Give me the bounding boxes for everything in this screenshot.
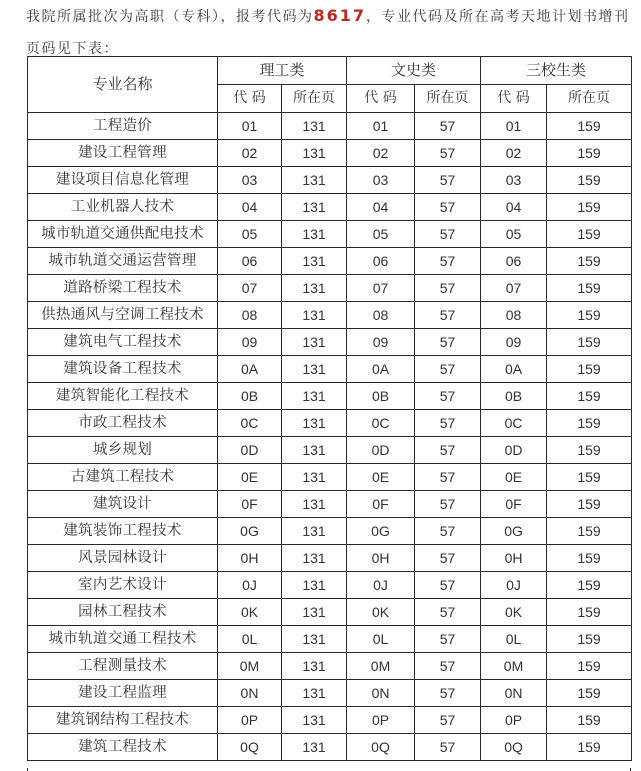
sanxiao-page-cell: 159 (547, 734, 632, 761)
science-page-cell: 131 (282, 329, 347, 356)
sanxiao-page-cell: 159 (547, 356, 632, 383)
science-code-cell: 0G (218, 518, 282, 545)
sanxiao-code-cell: 08 (481, 302, 547, 329)
arts-code-cell: 0D (347, 437, 415, 464)
sanxiao-page-cell: 159 (547, 545, 632, 572)
arts-page-cell: 57 (415, 545, 481, 572)
arts-page-cell: 57 (415, 302, 481, 329)
table-row (28, 626, 632, 653)
arts-code-cell: 0G (347, 518, 415, 545)
header-major-name: 专业名称 (28, 57, 218, 113)
science-code-cell: 0N (218, 680, 282, 707)
sanxiao-page-cell: 159 (547, 572, 632, 599)
sanxiao-page-cell: 159 (547, 653, 632, 680)
major-name-cell: 建筑智能化工程技术 (28, 383, 218, 410)
science-page-cell: 131 (282, 599, 347, 626)
sanxiao-page-cell: 159 (547, 599, 632, 626)
sanxiao-code-cell: 01 (481, 113, 547, 140)
table-header-row-groups (28, 57, 632, 85)
science-code-cell: 05 (218, 221, 282, 248)
header-science-page: 所在页 (282, 85, 347, 113)
arts-code-cell: 0H (347, 545, 415, 572)
arts-page-cell: 57 (415, 653, 481, 680)
arts-code-cell: 0B (347, 383, 415, 410)
sanxiao-code-cell: 0D (481, 437, 547, 464)
sanxiao-code-cell: 0Q (481, 734, 547, 761)
arts-page-cell: 57 (415, 464, 481, 491)
arts-page-cell: 57 (415, 626, 481, 653)
science-page-cell: 131 (282, 464, 347, 491)
intro-text-before-code: 我院所属批次为高职（专科），报考代码为 (26, 9, 314, 25)
table-row (28, 599, 632, 626)
major-name-cell: 建筑工程技术 (28, 734, 218, 761)
table-row (28, 167, 632, 194)
sanxiao-code-cell: 0P (481, 707, 547, 734)
science-page-cell: 131 (282, 140, 347, 167)
arts-code-cell: 09 (347, 329, 415, 356)
science-code-cell: 0F (218, 491, 282, 518)
major-name-cell: 城市轨道交通工程技术 (28, 626, 218, 653)
arts-page-cell: 57 (415, 410, 481, 437)
major-name-cell: 建筑电气工程技术 (28, 329, 218, 356)
table-row (28, 140, 632, 167)
header-group-arts: 文史类 (347, 57, 481, 85)
arts-code-cell: 01 (347, 113, 415, 140)
science-code-cell: 07 (218, 275, 282, 302)
arts-code-cell: 0E (347, 464, 415, 491)
major-name-cell: 建筑钢结构工程技术 (28, 707, 218, 734)
major-name-cell: 建筑设计 (28, 491, 218, 518)
sanxiao-page-cell: 159 (547, 437, 632, 464)
sanxiao-page-cell: 159 (547, 194, 632, 221)
major-name-cell: 室内艺术设计 (28, 572, 218, 599)
sanxiao-page-cell: 159 (547, 680, 632, 707)
major-name-cell: 工程造价 (28, 113, 218, 140)
sanxiao-code-cell: 02 (481, 140, 547, 167)
major-name-cell: 风景园林设计 (28, 545, 218, 572)
arts-page-cell: 57 (415, 113, 481, 140)
major-code-table (27, 56, 632, 761)
sanxiao-code-cell: 0B (481, 383, 547, 410)
arts-code-cell: 08 (347, 302, 415, 329)
science-code-cell: 0C (218, 410, 282, 437)
header-science-code: 代 码 (218, 85, 282, 113)
sanxiao-page-cell: 159 (547, 491, 632, 518)
sanxiao-code-cell: 0E (481, 464, 547, 491)
science-page-cell: 131 (282, 518, 347, 545)
arts-code-cell: 06 (347, 248, 415, 275)
sanxiao-page-cell: 159 (547, 518, 632, 545)
sanxiao-code-cell: 04 (481, 194, 547, 221)
table-row (28, 275, 632, 302)
sanxiao-code-cell: 0J (481, 572, 547, 599)
arts-code-cell: 0C (347, 410, 415, 437)
science-page-cell: 131 (282, 356, 347, 383)
arts-page-cell: 57 (415, 140, 481, 167)
science-page-cell: 131 (282, 734, 347, 761)
arts-code-cell: 04 (347, 194, 415, 221)
table-row (28, 707, 632, 734)
science-page-cell: 131 (282, 707, 347, 734)
school-code: 8617 (313, 6, 367, 25)
arts-code-cell: 0L (347, 626, 415, 653)
arts-code-cell: 0P (347, 707, 415, 734)
science-code-cell: 01 (218, 113, 282, 140)
sanxiao-page-cell: 159 (547, 464, 632, 491)
table-body (28, 113, 632, 761)
major-name-cell: 建设工程管理 (28, 140, 218, 167)
table-row (28, 734, 632, 761)
table-row (28, 194, 632, 221)
major-name-cell: 市政工程技术 (28, 410, 218, 437)
header-arts-page: 所在页 (415, 85, 481, 113)
major-name-cell: 工业机器人技术 (28, 194, 218, 221)
sanxiao-page-cell: 159 (547, 707, 632, 734)
sanxiao-page-cell: 159 (547, 383, 632, 410)
sanxiao-page-cell: 159 (547, 113, 632, 140)
sanxiao-page-cell: 159 (547, 248, 632, 275)
arts-page-cell: 57 (415, 437, 481, 464)
science-page-cell: 131 (282, 545, 347, 572)
arts-page-cell: 57 (415, 356, 481, 383)
sanxiao-page-cell: 159 (547, 140, 632, 167)
science-code-cell: 02 (218, 140, 282, 167)
science-code-cell: 08 (218, 302, 282, 329)
arts-page-cell: 57 (415, 221, 481, 248)
major-name-cell: 建设项目信息化管理 (28, 167, 218, 194)
science-page-cell: 131 (282, 437, 347, 464)
arts-page-cell: 57 (415, 734, 481, 761)
major-name-cell: 古建筑工程技术 (28, 464, 218, 491)
science-code-cell: 0Q (218, 734, 282, 761)
science-code-cell: 0M (218, 653, 282, 680)
arts-page-cell: 57 (415, 329, 481, 356)
arts-code-cell: 0J (347, 572, 415, 599)
sanxiao-page-cell: 159 (547, 275, 632, 302)
arts-page-cell: 57 (415, 491, 481, 518)
science-page-cell: 131 (282, 626, 347, 653)
sanxiao-code-cell: 07 (481, 275, 547, 302)
arts-page-cell: 57 (415, 248, 481, 275)
sanxiao-code-cell: 05 (481, 221, 547, 248)
table-row (28, 545, 632, 572)
sanxiao-code-cell: 0M (481, 653, 547, 680)
table-row (28, 356, 632, 383)
science-page-cell: 131 (282, 680, 347, 707)
table-row (28, 518, 632, 545)
arts-code-cell: 02 (347, 140, 415, 167)
arts-page-cell: 57 (415, 572, 481, 599)
sanxiao-code-cell: 06 (481, 248, 547, 275)
arts-code-cell: 0M (347, 653, 415, 680)
arts-code-cell: 0K (347, 599, 415, 626)
arts-code-cell: 0Q (347, 734, 415, 761)
science-page-cell: 131 (282, 410, 347, 437)
sanxiao-code-cell: 0N (481, 680, 547, 707)
arts-code-cell: 0N (347, 680, 415, 707)
science-code-cell: 06 (218, 248, 282, 275)
major-name-cell: 园林工程技术 (28, 599, 218, 626)
science-page-cell: 131 (282, 383, 347, 410)
sanxiao-page-cell: 159 (547, 302, 632, 329)
intro-text-after-code: ，专业代码及所在高考天地计划书增刊页码见下表： (26, 9, 630, 57)
science-code-cell: 0K (218, 599, 282, 626)
table-row (28, 437, 632, 464)
table-row (28, 248, 632, 275)
header-sanxiao-page: 所在页 (547, 85, 632, 113)
sanxiao-code-cell: 0A (481, 356, 547, 383)
sanxiao-page-cell: 159 (547, 221, 632, 248)
science-code-cell: 09 (218, 329, 282, 356)
arts-code-cell: 0A (347, 356, 415, 383)
sanxiao-code-cell: 0L (481, 626, 547, 653)
science-page-cell: 131 (282, 275, 347, 302)
science-code-cell: 0H (218, 545, 282, 572)
major-name-cell: 建筑设备工程技术 (28, 356, 218, 383)
arts-page-cell: 57 (415, 194, 481, 221)
science-page-cell: 131 (282, 167, 347, 194)
table-row (28, 572, 632, 599)
arts-code-cell: 0F (347, 491, 415, 518)
science-page-cell: 131 (282, 491, 347, 518)
sanxiao-page-cell: 159 (547, 329, 632, 356)
arts-page-cell: 57 (415, 680, 481, 707)
science-code-cell: 0P (218, 707, 282, 734)
science-page-cell: 131 (282, 248, 347, 275)
sanxiao-page-cell: 159 (547, 410, 632, 437)
sanxiao-page-cell: 159 (547, 167, 632, 194)
header-sanxiao-code: 代 码 (481, 85, 547, 113)
sanxiao-page-cell: 159 (547, 626, 632, 653)
arts-page-cell: 57 (415, 707, 481, 734)
table-row (28, 680, 632, 707)
arts-page-cell: 57 (415, 518, 481, 545)
sanxiao-code-cell: 0F (481, 491, 547, 518)
table-row (28, 221, 632, 248)
arts-page-cell: 57 (415, 275, 481, 302)
science-code-cell: 0A (218, 356, 282, 383)
sanxiao-code-cell: 03 (481, 167, 547, 194)
science-page-cell: 131 (282, 302, 347, 329)
arts-page-cell: 57 (415, 167, 481, 194)
science-page-cell: 131 (282, 113, 347, 140)
science-code-cell: 0B (218, 383, 282, 410)
table-row (28, 329, 632, 356)
arts-code-cell: 03 (347, 167, 415, 194)
science-page-cell: 131 (282, 653, 347, 680)
header-group-sanxiao: 三校生类 (481, 57, 632, 85)
arts-page-cell: 57 (415, 599, 481, 626)
sanxiao-code-cell: 0K (481, 599, 547, 626)
table-row (28, 113, 632, 140)
science-code-cell: 0L (218, 626, 282, 653)
arts-code-cell: 05 (347, 221, 415, 248)
major-name-cell: 城市轨道交通供配电技术 (28, 221, 218, 248)
science-code-cell: 0D (218, 437, 282, 464)
science-code-cell: 04 (218, 194, 282, 221)
science-code-cell: 0E (218, 464, 282, 491)
major-name-cell: 道路桥梁工程技术 (28, 275, 218, 302)
header-group-science: 理工类 (218, 57, 347, 85)
table-row (28, 302, 632, 329)
science-code-cell: 03 (218, 167, 282, 194)
sanxiao-code-cell: 09 (481, 329, 547, 356)
table-row (28, 491, 632, 518)
sanxiao-code-cell: 0C (481, 410, 547, 437)
science-code-cell: 0J (218, 572, 282, 599)
table-row (28, 653, 632, 680)
header-arts-code: 代 码 (347, 85, 415, 113)
science-page-cell: 131 (282, 221, 347, 248)
sanxiao-code-cell: 0G (481, 518, 547, 545)
table-row (28, 383, 632, 410)
major-name-cell: 建设工程监理 (28, 680, 218, 707)
table-row (28, 464, 632, 491)
major-name-cell: 城乡规划 (28, 437, 218, 464)
science-page-cell: 131 (282, 194, 347, 221)
table-row (28, 410, 632, 437)
major-name-cell: 建筑装饰工程技术 (28, 518, 218, 545)
arts-code-cell: 07 (347, 275, 415, 302)
arts-page-cell: 57 (415, 383, 481, 410)
sanxiao-code-cell: 0H (481, 545, 547, 572)
major-name-cell: 工程测量技术 (28, 653, 218, 680)
science-page-cell: 131 (282, 572, 347, 599)
major-name-cell: 供热通风与空调工程技术 (28, 302, 218, 329)
major-name-cell: 城市轨道交通运营管理 (28, 248, 218, 275)
